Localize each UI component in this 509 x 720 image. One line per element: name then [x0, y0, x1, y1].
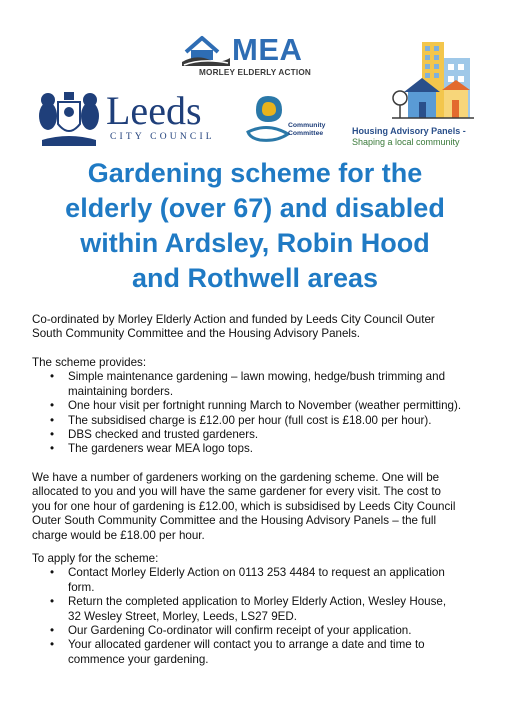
list-item-line: • One hour visit per fortnight running March to November (weather permitting).	[68, 399, 462, 413]
list-item	[32, 399, 492, 413]
list-item	[32, 414, 492, 428]
leeds-city-council-logo	[36, 88, 236, 150]
community-committee-icon	[246, 92, 290, 144]
community-committee-text	[288, 122, 325, 137]
list-item-line: commence your gardening.	[68, 652, 209, 666]
list-item	[32, 566, 492, 595]
apply-section	[32, 552, 492, 667]
headline-line: Gardening scheme for the	[87, 158, 423, 188]
mea-subtitle: MORLEY ELDERLY ACTION	[198, 68, 311, 77]
list-item-line: • Contact Morley Elderly Action on 0113 253 4484 to request an application	[68, 566, 445, 580]
list-item-line: • Simple maintenance gardening – lawn mowing, hedge/bush trimming and	[68, 370, 446, 384]
list-item	[32, 428, 492, 442]
leeds-crest-icon	[36, 88, 102, 148]
headline	[20, 156, 490, 296]
list-item	[32, 442, 492, 456]
headline-line: within Ardsley, Robin Hood	[80, 228, 430, 258]
list-item	[32, 638, 492, 667]
mea-logo	[180, 28, 330, 84]
gardeners-line: you for one hour of gardening is £12.00, which is subsidised by Leeds City Council	[32, 499, 456, 513]
list-item	[32, 370, 492, 399]
mea-letters: MEA	[232, 32, 303, 67]
list-item-line: • DBS checked and trusted gardeners.	[68, 428, 259, 442]
gardeners-line: Outer South Community Committee and the Housing Advisory Panels – the full	[32, 514, 437, 528]
leeds-wordmark: Leeds	[106, 88, 202, 133]
list-item-line: • Your allocated gardener will contact you to arrange a date and time to	[68, 638, 425, 652]
apply-heading: To apply for the scheme:	[32, 552, 159, 565]
community-text: Community	[288, 122, 326, 129]
committee-text: Committee	[288, 129, 324, 137]
provides-heading: The scheme provides:	[32, 356, 147, 369]
headline-line: and Rothwell areas	[131, 263, 379, 293]
list-item-line: • The gardeners wear MEA logo tops.	[68, 442, 253, 456]
list-item	[32, 624, 492, 638]
provides-list	[32, 370, 492, 456]
house-hands-icon	[182, 32, 232, 68]
intro-line: Co-ordinated by Morley Elderly Action and funded by Leeds City Council Outer	[32, 313, 435, 326]
housing-panels-subtitle: Shaping a local community	[352, 137, 460, 147]
housing-panels-title: Housing Advisory Panels -	[352, 126, 466, 136]
apply-list	[32, 566, 492, 667]
list-item-line: 32 Wesley Street, Morley, Leeds, LS27 9ED.	[68, 609, 297, 623]
list-item-line: form.	[68, 580, 95, 594]
headline-line: elderly (over 67) and disabled	[65, 193, 445, 223]
city-council-text: CITY COUNCIL	[110, 132, 215, 142]
list-item-line: • Our Gardening Co-ordinator will confirm receipt of your application.	[68, 624, 412, 638]
gardeners-paragraph	[32, 471, 492, 543]
provides-section	[32, 356, 492, 457]
houses-illustration-icon	[392, 40, 474, 124]
gardeners-line: charge would be £18.00 per hour.	[32, 528, 205, 542]
list-item-line: • The subsidised charge is £12.00 per hour (full cost is £18.00 per hour).	[68, 413, 432, 427]
intro-paragraph	[32, 313, 492, 342]
housing-advisory-panels-logo	[352, 40, 482, 152]
list-item-line: maintaining borders.	[68, 384, 174, 398]
gardeners-line: We have a number of gardeners working on the gardening scheme. One will be	[32, 471, 440, 484]
list-item-line: • Return the completed application to Morley Elderly Action, Wesley House,	[68, 595, 447, 609]
gardeners-line: allocated to you and you will have the same gardener for every visit. The cost to	[32, 485, 442, 499]
list-item	[32, 595, 492, 624]
intro-line: South Community Committee and the Housing Advisory Panels.	[32, 327, 361, 341]
community-committee-logo	[246, 92, 336, 148]
